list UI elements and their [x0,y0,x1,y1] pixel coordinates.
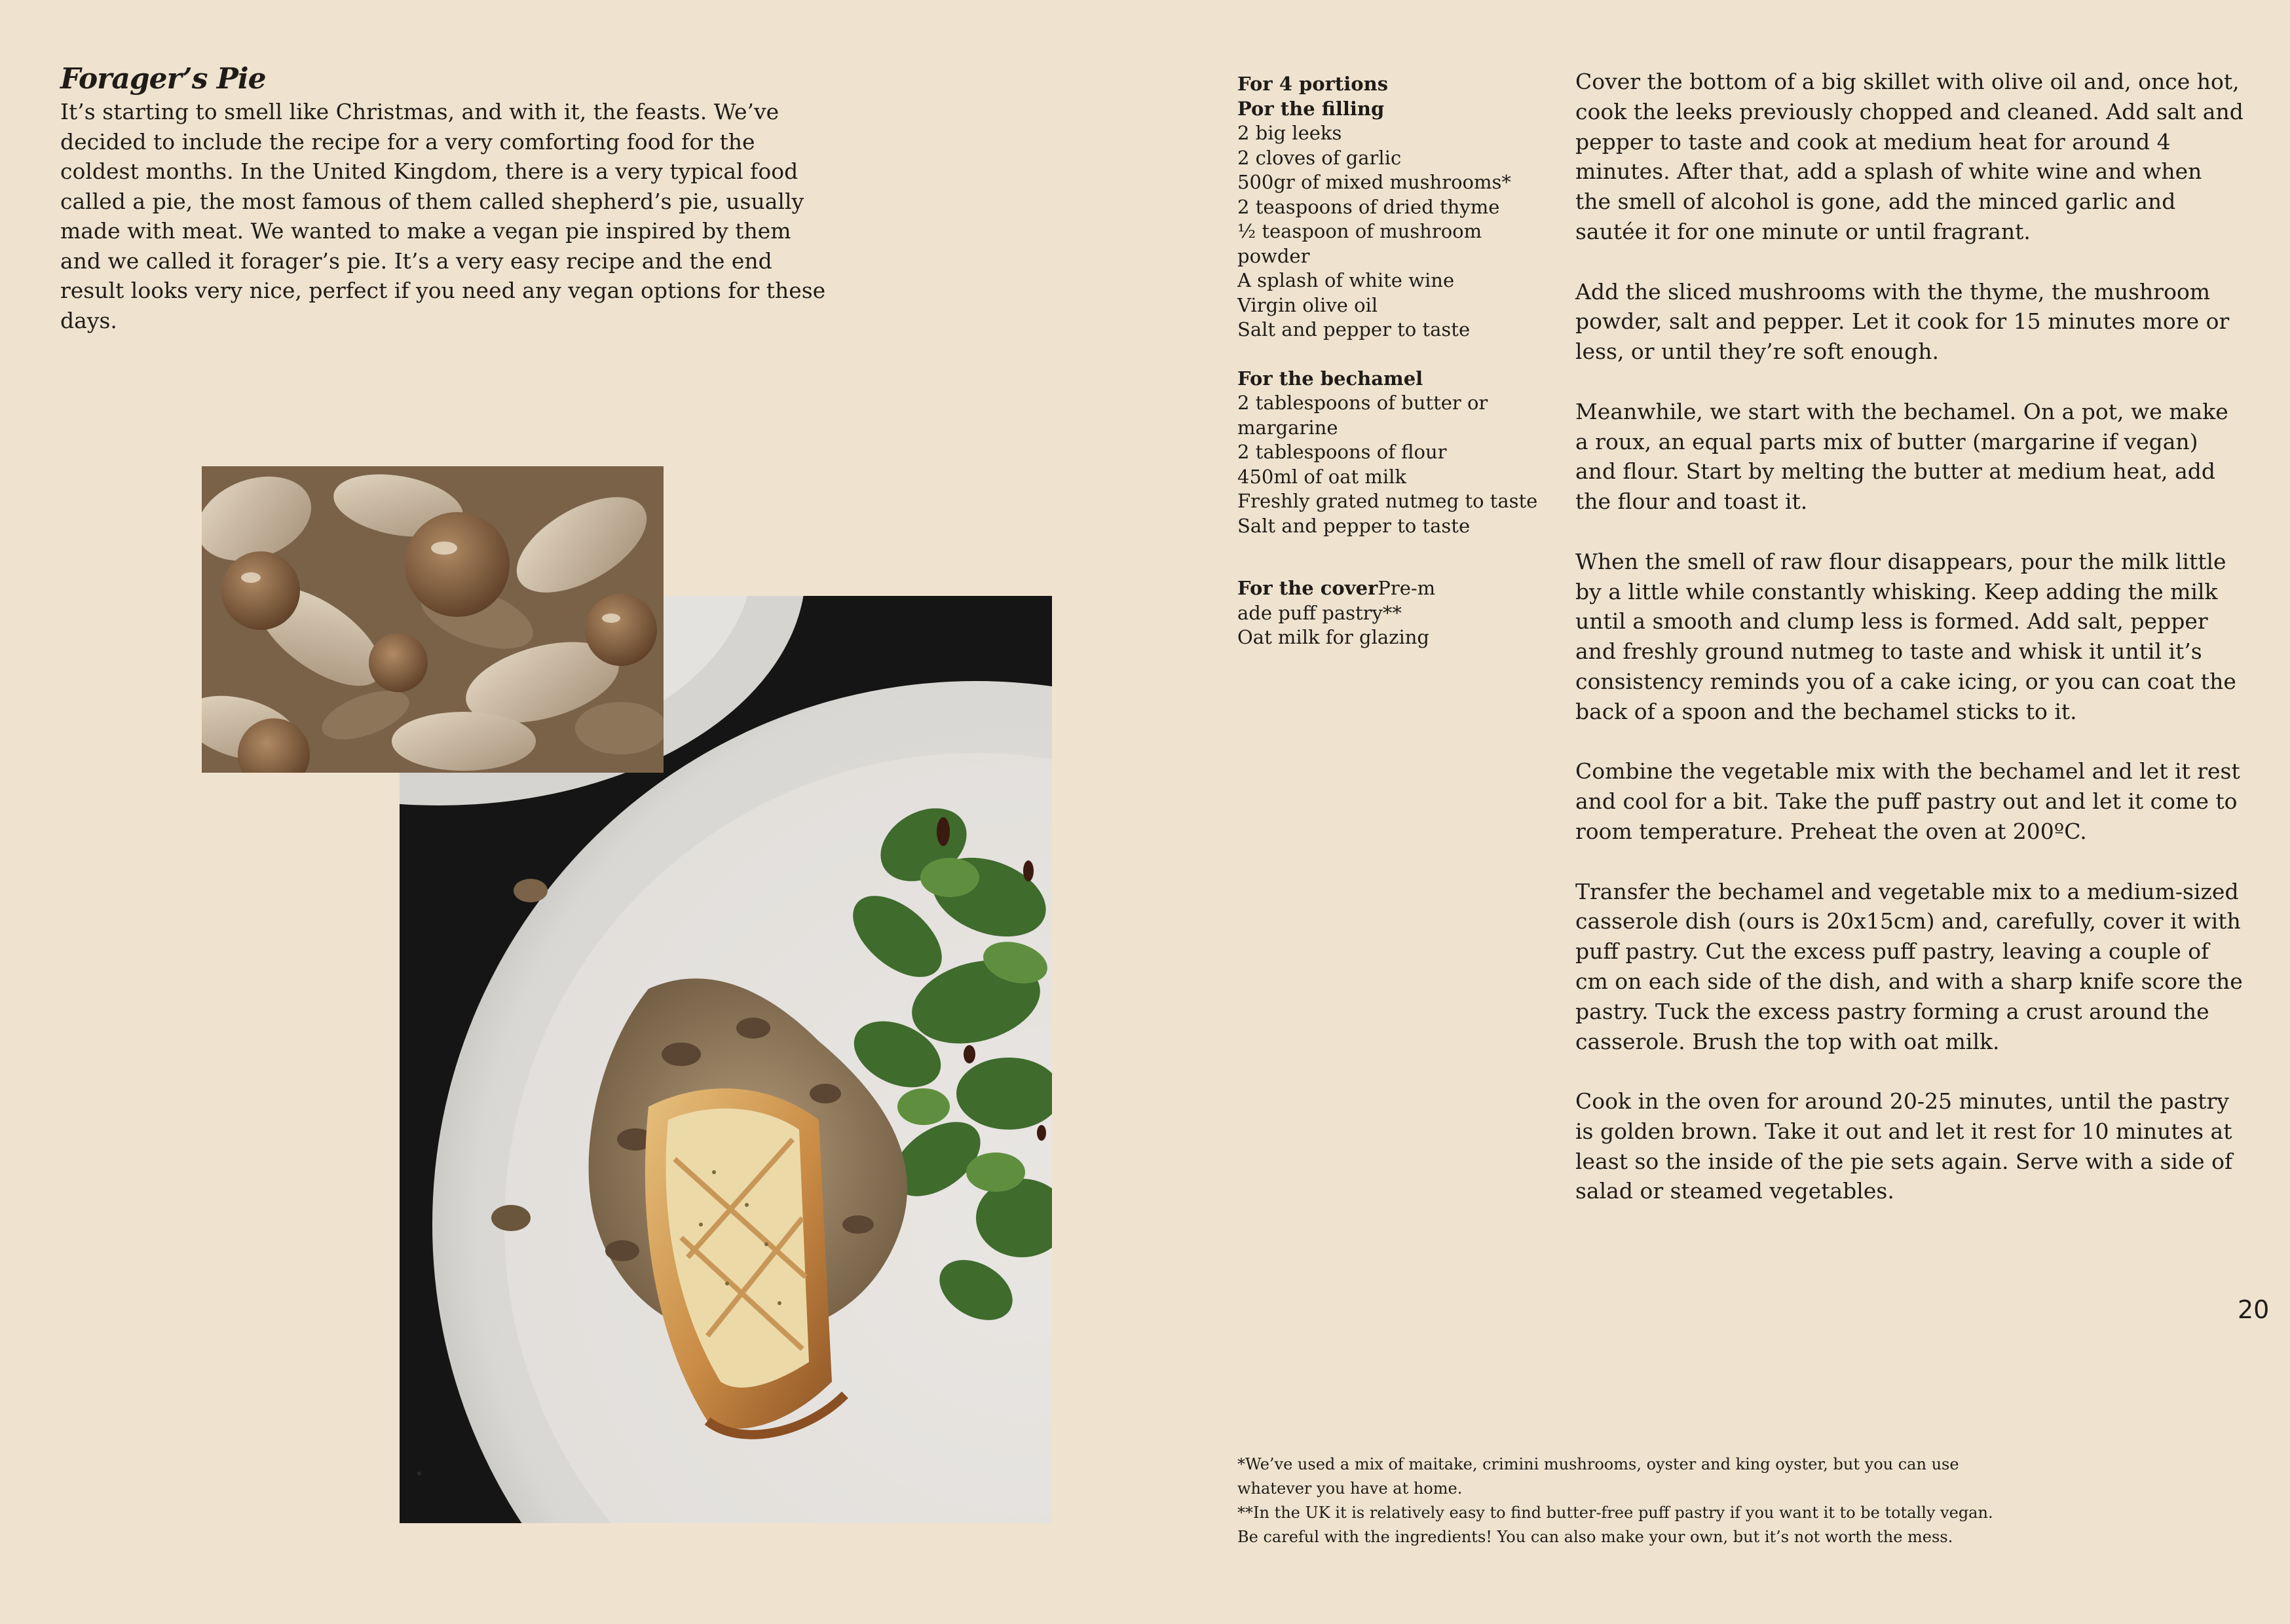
ingredients-list [1237,72,1558,650]
method-step: When the smell of raw flour disappears, pour the milk little by a little while constantly whisking. Keep adding the milk until a smooth and clump less is formed. Add salt, pepper and freshly ground nutmeg to taste and whisk it until it’s consistency reminds you of a cake icing, or you can coat the back of a spoon and the bechamel sticks to it. [1575,548,2236,724]
footnote-line: whatever you have at home. [1237,1479,1463,1498]
bechamel-item: Salt and pepper to taste [1237,514,1471,537]
method-step: Combine the vegetable mix with the bechamel and let it rest and cool for a bit. Take the puff pastry out and let it come to room temperature. Preheat the oven at 200ºC. [1575,758,2240,844]
filling-item: ½ teaspoon of mushroom powder [1237,220,1482,267]
filling-item: 2 cloves of garlic [1237,146,1402,169]
bechamel-heading: For the bechamel [1237,367,1423,390]
spacer [1237,342,1558,367]
cover-item: ade puff pastry** [1237,601,1402,624]
mushrooms-photo [202,466,664,773]
filling-heading: Por the filling [1237,97,1385,120]
bechamel-item: margarine [1237,416,1338,439]
filling-item: Salt and pepper to taste [1237,318,1471,341]
method-step: Cover the bottom of a big skillet with olive oil and, once hot, cook the leeks previously chopped and cleaned. Add salt and pepper to taste and cook at medium heat for around 4 minutes. After that, add a splash of white wine and when the smell of alcohol is gone, add the minced garlic and sautée it for one minute or until fragrant. [1575,69,2243,244]
filling-item: 2 teaspoons of dried thyme [1237,195,1500,218]
spacer [1237,538,1558,576]
method-step: Meanwhile, we start with the bechamel. On a pot, we make a roux, an equal parts mix of butter (margarine if vegan) and flour. Start by melting the butter at medium heat, add the flour and toast it. [1575,398,2228,515]
method-step: Transfer the bechamel and vegetable mix to a medium-sized casserole dish (ours is 20x15cm) and, carefully, cover it with puff pastry. Cut the excess puff pastry, leaving a couple of cm on each side of the dish, and with a sharp knife score the pastry. Tuck the excess pastry forming a crust around the casserole. Brush the top with oat milk. [1575,878,2243,1054]
page-number: 20 [2238,1295,2270,1324]
footnote-line: *We’ve used a mix of maitake, crimini mushrooms, oyster and king oyster, but you can use [1237,1455,1959,1473]
recipe-title: Forager’s Pie [60,62,266,96]
footnotes [1237,1452,2089,1549]
method-step: Cook in the oven for around 20-25 minutes, until the pastry is golden brown. Take it out and let it rest for 10 minutes at least so the inside of the pie sets again. Serve with a side of salad or steamed vegetables. [1575,1088,2233,1204]
cover-line [1237,576,1558,601]
footnote-line: Be careful with the ingredients! You can also make your own, but it’s not worth the mess. [1237,1528,1953,1546]
filling-item: 500gr of mixed mushrooms* [1237,171,1511,193]
cover-item: Oat milk for glazing [1237,626,1429,648]
method-step: Add the sliced mushrooms with the thyme, the mushroom powder, salt and pepper. Let it cook for 15 minutes more or less, or until they’re soft enough. [1575,278,2230,365]
bechamel-item: 450ml of oat milk [1237,465,1406,488]
portions-heading: For 4 portions [1237,73,1389,95]
method-steps [1575,67,2243,1236]
bechamel-item: Freshly grated nutmeg to taste [1237,490,1538,512]
bechamel-item: 2 tablespoons of butter or [1237,392,1488,414]
mushrooms-illustration [202,466,664,773]
filling-item: 2 big leeks [1237,122,1342,144]
filling-item: A splash of white wine [1237,269,1455,291]
intro-paragraph: It’s starting to smell like Christmas, and with it, the feasts. We’ve decided to include the recipe for a very comforting food for the coldest months. In the United Kingdom, there is a very typical food called a pie, the most famous of them called shepherd’s pie, usually made with meat. We wanted to make a vegan pie inspired by them and we called it forager’s pie. It’s a very easy recipe and the end result looks very nice, perfect if you need any vegan options for these days. [60,99,826,333]
cover-heading: For the cover [1237,577,1378,599]
bechamel-item: 2 tablespoons of flour [1237,441,1447,463]
cover-item: Pre-m [1378,577,1436,599]
footnote-line: **In the UK it is relatively easy to find butter-free puff pastry if you want it to be totally vegan. [1237,1504,1993,1522]
filling-item: Virgin olive oil [1237,293,1378,316]
